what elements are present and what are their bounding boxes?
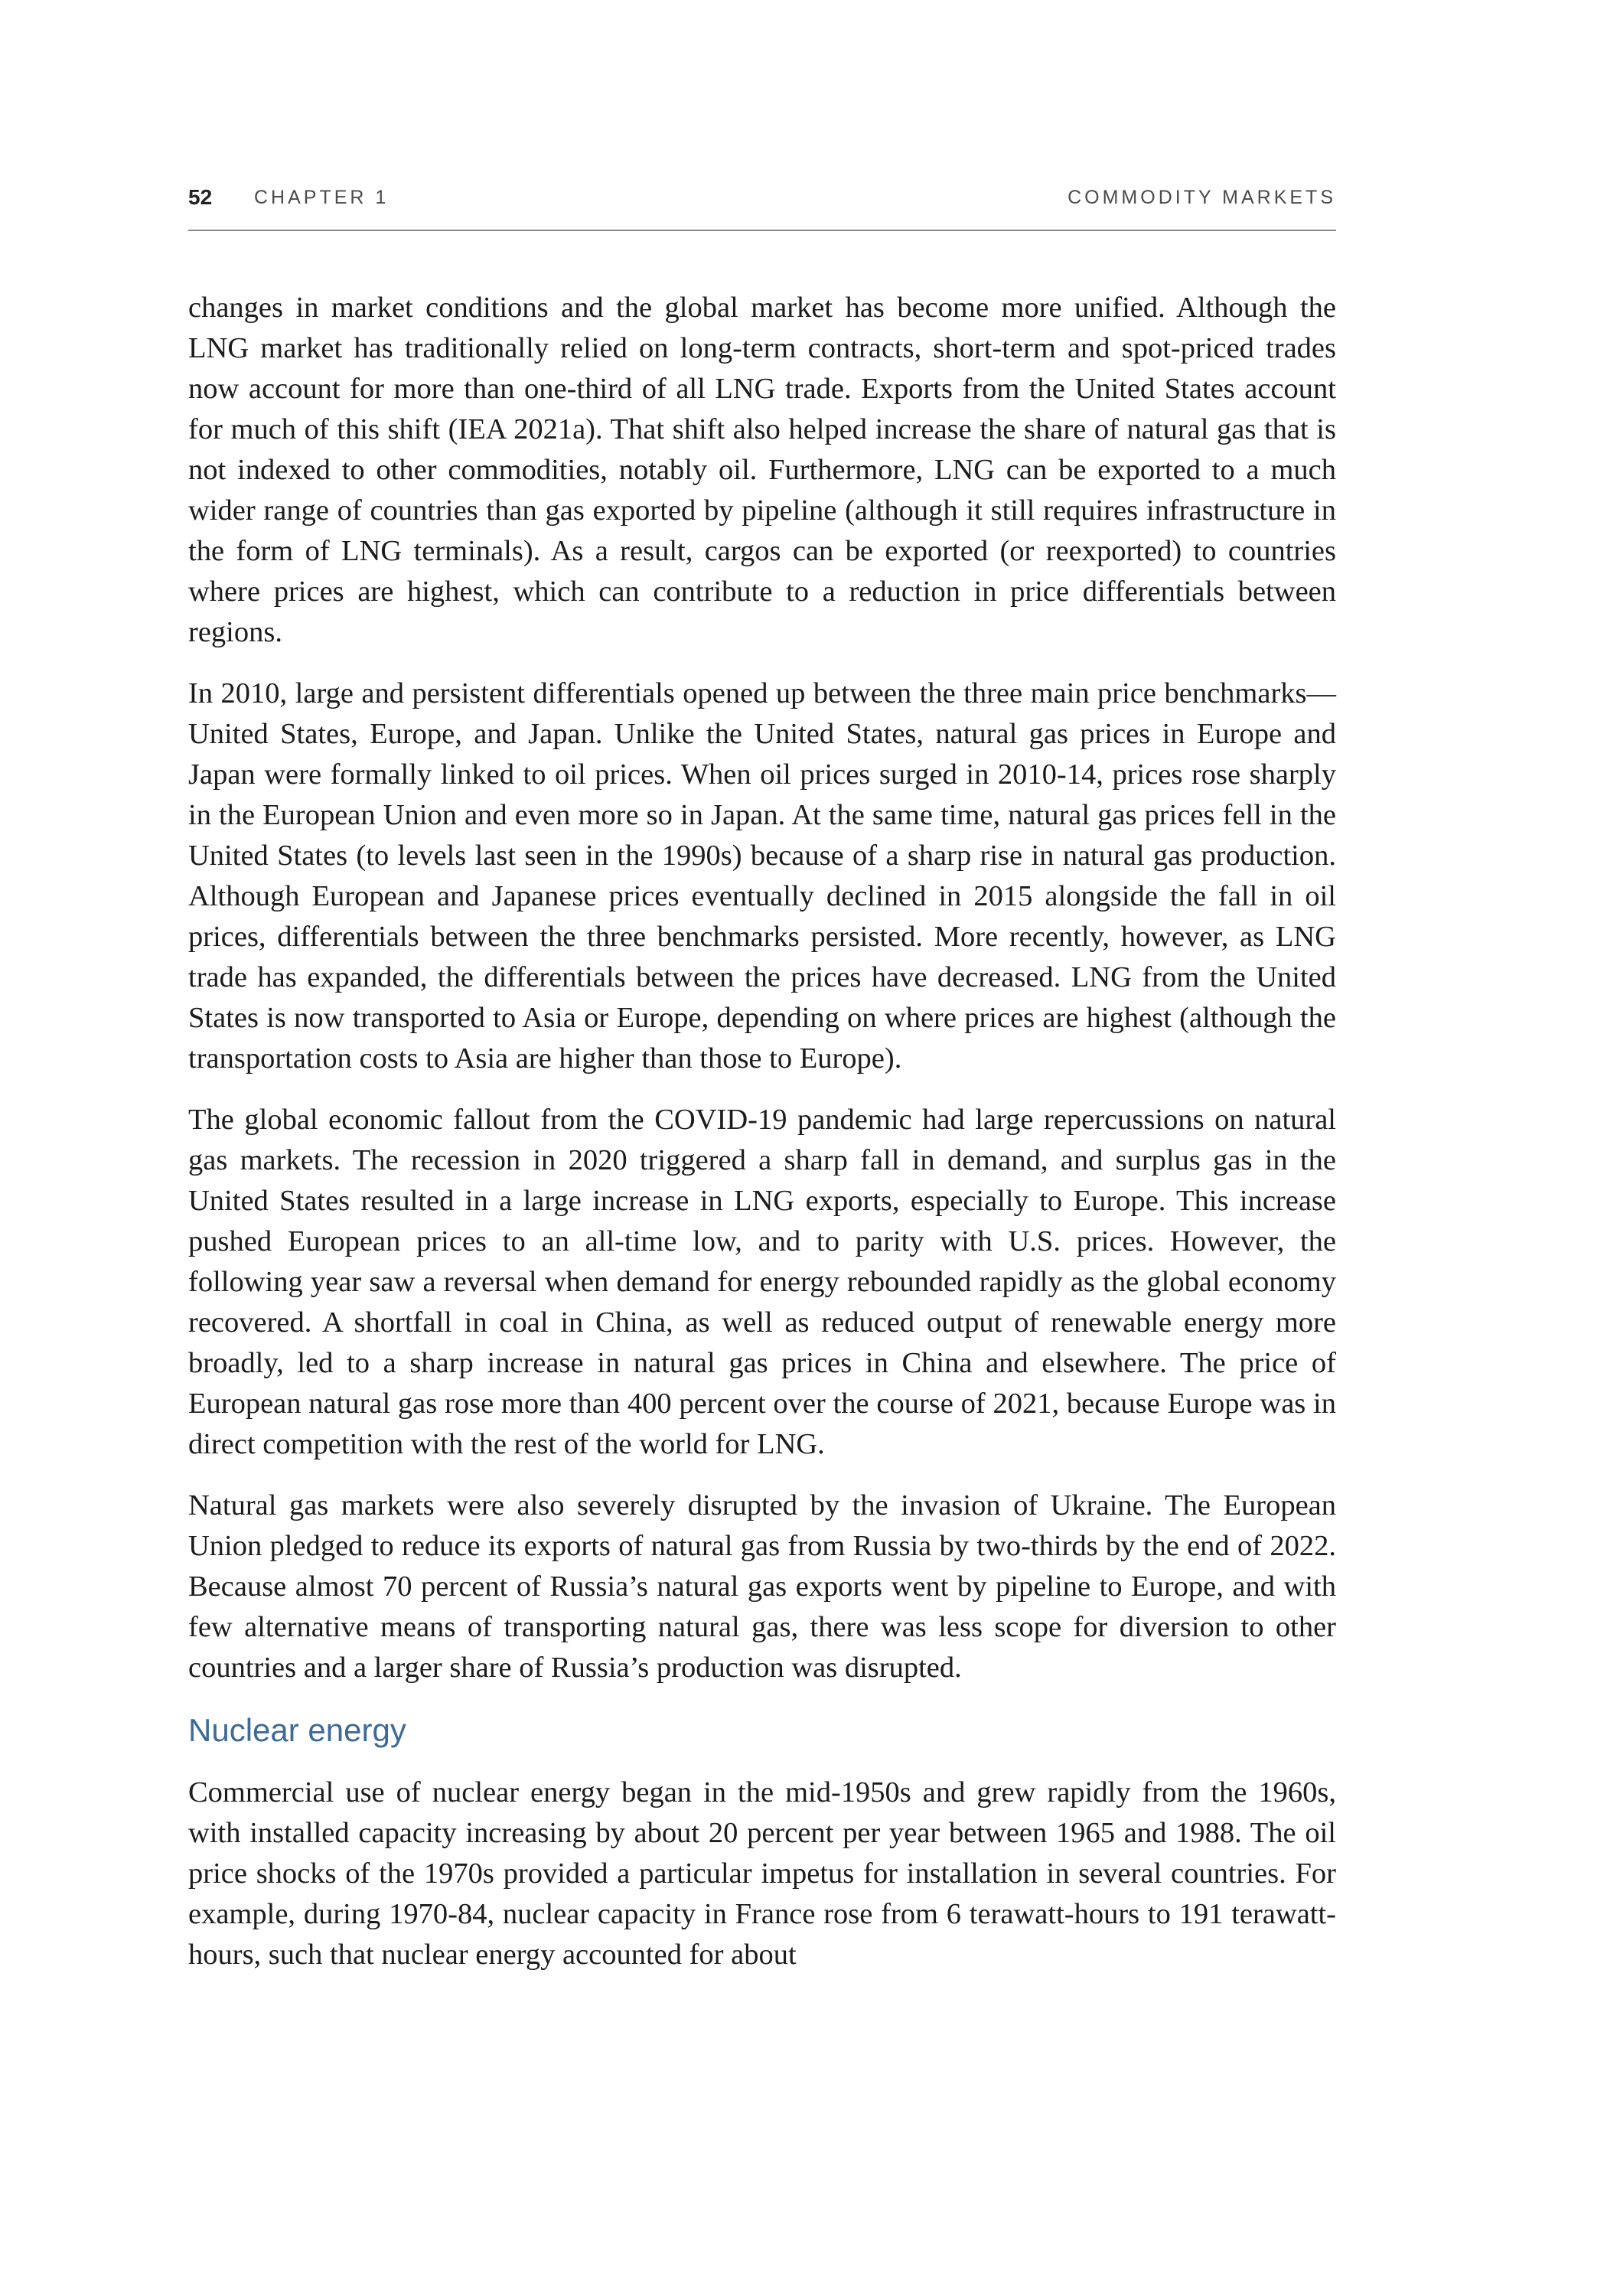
- section-heading: Nuclear energy: [188, 1712, 406, 1748]
- running-header: [188, 181, 1336, 214]
- body-text: [188, 288, 1336, 1996]
- body-paragraph: The global economic fallout from the COVID-19 pandemic had large repercussions on natural gas markets. The recession in 2020 triggered a sharp fall in demand, and surplus gas in the United States resulted in a large increase in LNG exports, especially to Europe. This increase pushed European prices to an all-time low, and to parity with U.S. prices. However, the following year saw a reversal when demand for energy rebounded rapidly as the global economy recovered. A shortfall in coal in China, as well as reduced output of renewable energy more broadly, led to a sharp increase in natural gas prices in China and elsewhere. The price of European natural gas rose more than 400 percent over the course of 2021, because Europe was in direct competition with the rest of the world for LNG.: [188, 1104, 1336, 1460]
- body-paragraph: In 2010, large and persistent differentials opened up between the three main price benchmarks—United States, Europe, and Japan. Unlike the United States, natural gas prices in Europe and Japan were formally linked to oil prices. When oil prices surged in 2010-14, prices rose sharply in the European Union and even more so in Japan. At the same time, natural gas prices fell in the United States (to levels last seen in the 1990s) because of a sharp rise in natural gas production. Although European and Japanese prices eventually declined in 2015 alongside the fall in oil prices, differentials between the three benchmarks persisted. More recently, however, as LNG trade has expanded, the differentials between the prices have decreased. LNG from the United States is now transported to Asia or Europe, depending on where prices are highest (although the transportation costs to Asia are higher than those to Europe).: [188, 677, 1336, 1075]
- body-paragraph: changes in market conditions and the global market has become more unified. Although the LNG market has traditionally relied on long-term contracts, short-term and spot-priced trades now account for more than one-third of all LNG trade. Exports from the United States account for much of this shift (IEA 2021a). That shift also helped increase the share of natural gas that is not indexed to other commodities, notably oil. Furthermore, LNG can be exported to a much wider range of countries than gas exported by pipeline (although it still requires infrastructure in the form of LNG terminals). As a result, cargos can be exported (or reexported) to countries where prices are highest, which can contribute to a reduction in price differentials between regions.: [188, 292, 1336, 648]
- header-divider: [188, 230, 1336, 231]
- body-paragraph: Natural gas markets were also severely disrupted by the invasion of Ukraine. The European Union pledged to reduce its exports of natural gas from Russia by two-thirds by the end of 2022. Because almost 70 percent of Russia’s natural gas exports went by pipeline to Europe, and with few alternative means of transporting natural gas, there was less scope for diversion to other countries and a larger share of Russia’s production was disrupted.: [188, 1489, 1336, 1684]
- chapter-label: CHAPTER 1: [254, 187, 390, 208]
- section-label: COMMODITY MARKETS: [1068, 187, 1336, 208]
- body-paragraph: Commercial use of nuclear energy began in the mid-1950s and grew rapidly from the 1960s, with installed capacity increasing by about 20 percent per year between 1965 and 1988. The oil price shocks of the 1970s provided a particular impetus for installation in several countries. For example, during 1970-84, nuclear capacity in France rose from 6 terawatt-hours to 191 terawatt-hours, such that nuclear energy accounted for about: [188, 1776, 1336, 1971]
- page-number: 52: [188, 185, 213, 209]
